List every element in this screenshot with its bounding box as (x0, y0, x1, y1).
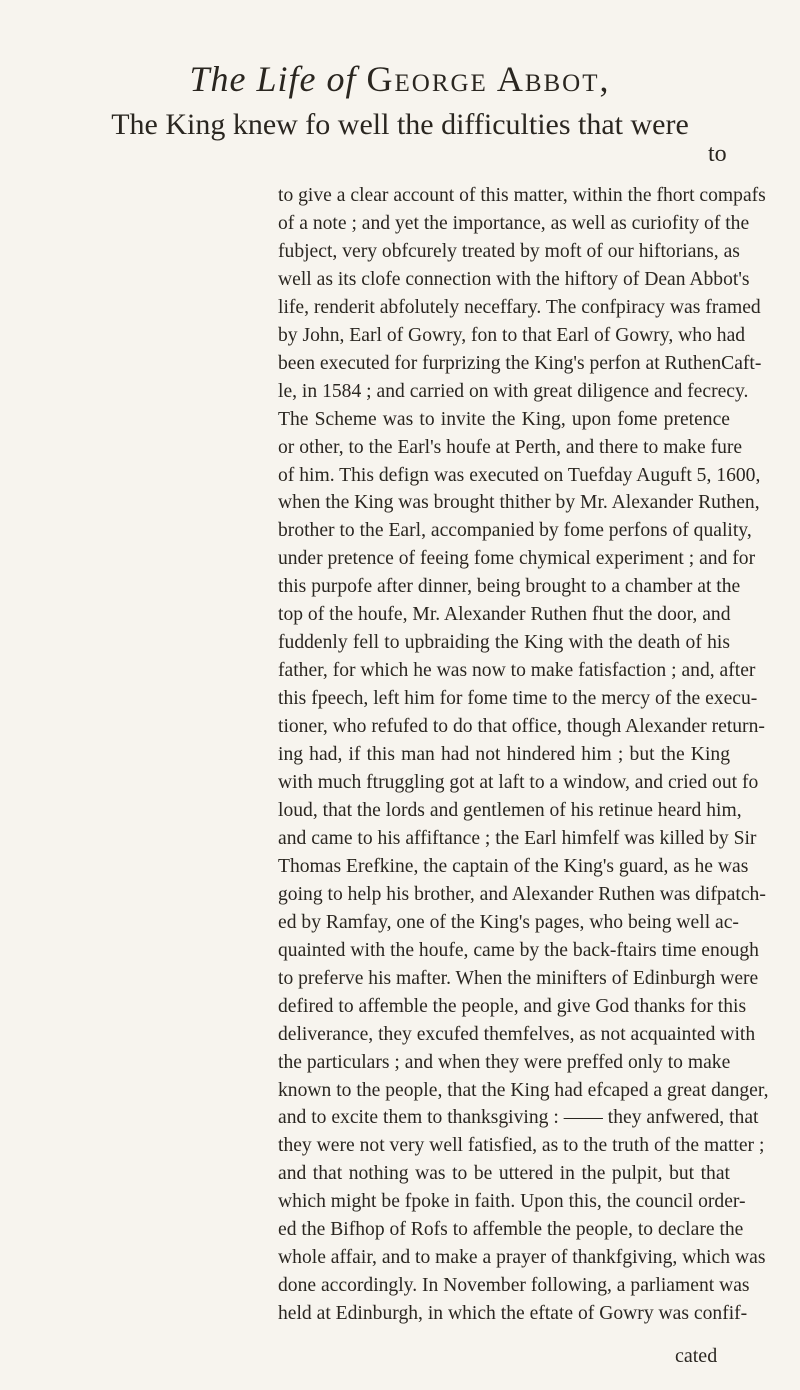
text-line: well as its clofe connection with the hiftory of Dean Abbot's (278, 268, 750, 290)
running-head-italic: The Life of (189, 59, 357, 99)
text-line: deliverance, they excufed themfelves, as not acquainted with (278, 1023, 756, 1045)
text-line: they were not very well fatisfied, as to the truth of the matter ; (278, 1135, 765, 1157)
catchword: cated (675, 1345, 718, 1367)
text-line: and to excite them to thanksgiving : —— they anfwered, that (278, 1107, 759, 1129)
footnote-body (278, 182, 769, 1328)
text-line: under pretence of feeing fome chymical experiment ; and for (278, 548, 756, 570)
text-line: brother to the Earl, accompanied by fome perfons of quality, (278, 520, 752, 542)
text-line: quainted with the houfe, came by the back-ftairs time enough (278, 939, 759, 961)
text-line: of him. This defign was executed on Tuefday Auguft 5, 1600, (278, 464, 761, 486)
text-line: whole affair, and to make a prayer of thankfgiving, which was (278, 1247, 766, 1269)
text-line: held at Edinburgh, in which the eftate of Gowry was confif- (278, 1303, 748, 1325)
text-line: been executed for furprizing the King's perfon at RuthenCaft- (278, 352, 762, 374)
text-line: ing had, if this man had not hindered him ; but the King (278, 744, 730, 766)
text-line: which might be fpoke in faith. Upon this, the council order- (278, 1191, 746, 1213)
text-line: top of the houfe, Mr. Alexander Ruthen fhut the door, and (278, 604, 731, 626)
text-line: going to help his brother, and Alexander Ruthen was difpatch- (278, 883, 766, 905)
text-line: or other, to the Earl's houfe at Perth, and there to make fure (278, 436, 743, 458)
text-line: loud, that the lords and gentlemen of his retinue heard him, (278, 799, 742, 821)
text-line: ed by Ramfay, one of the King's pages, who being well ac- (278, 911, 739, 933)
text-line: le, in 1584 ; and carried on with great diligence and fecrecy. (278, 380, 749, 402)
text-line: father, for which he was now to make fatisfaction ; and, after (278, 660, 756, 682)
text-line: when the King was brought thither by Mr. Alexander Ruthen, (278, 492, 760, 514)
text-line: fubject, very obfcurely treated by moft of our hiftorians, as (278, 240, 740, 262)
text-line: this fpeech, left him for fome time to the mercy of the execu- (278, 688, 758, 710)
text-line: done accordingly. In November following, a parliament was (278, 1275, 750, 1297)
running-head (0, 58, 800, 100)
text-line: life, renderit abfolutely neceffary. The confpiracy was framed (278, 296, 761, 318)
text-line: The Scheme was to invite the King, upon fome pretence (278, 408, 730, 430)
text-line: with much ftruggling got at laft to a window, and cried out fo (278, 772, 759, 794)
text-line: and that nothing was to be uttered in the pulpit, but that (278, 1163, 730, 1185)
text-line: of a note ; and yet the importance, as well as curiofity of the (278, 212, 750, 234)
text-line: defired to affemble the people, and give God thanks for this (278, 995, 747, 1017)
text-line: ed the Bifhop of Rofs to affemble the people, to declare the (278, 1219, 744, 1241)
text-line: and came to his affiftance ; the Earl himfelf was killed by Sir (278, 827, 757, 849)
text-line: Thomas Erefkine, the captain of the King's guard, as he was (278, 855, 749, 877)
caption-catchword: to (708, 141, 727, 167)
caption-line: The King knew fo well the difficulties that were (111, 108, 689, 141)
text-line: fuddenly fell to upbraiding the King with the death of his (278, 632, 730, 654)
text-line: the particulars ; and when they were preffed only to make (278, 1051, 731, 1073)
running-head-caps: George Abbot, (366, 59, 611, 99)
text-line: this purpofe after dinner, being brought to a chamber at the (278, 576, 741, 598)
text-line: to give a clear account of this matter, within the fhort compafs (278, 185, 766, 206)
text-line: to preferve his mafter. When the minifters of Edinburgh were (278, 967, 759, 989)
text-line: tioner, who refufed to do that office, though Alexander return- (278, 716, 765, 738)
text-line: by John, Earl of Gowry, fon to that Earl of Gowry, who had (278, 324, 746, 346)
text-line: known to the people, that the King had efcaped a great danger, (278, 1079, 769, 1101)
